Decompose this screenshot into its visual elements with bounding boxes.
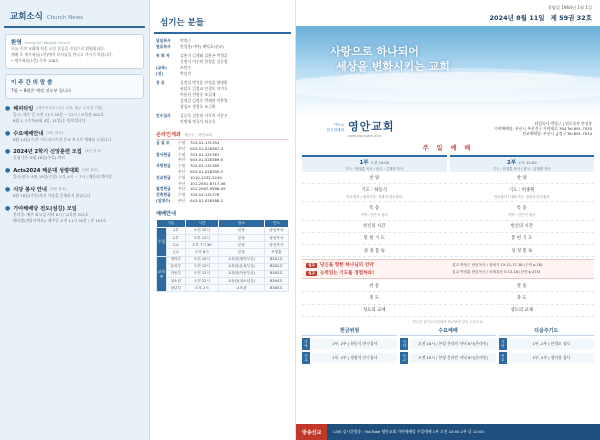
schedule-row bbox=[157, 242, 289, 249]
account-bank: 부산 bbox=[178, 180, 186, 186]
closing-item: 찬 송 bbox=[302, 280, 447, 292]
account-bank: 수협 bbox=[178, 140, 186, 145]
service-order-item bbox=[302, 245, 447, 257]
bullet-icon: ● bbox=[5, 129, 11, 137]
account-number: 703-01-131361 bbox=[190, 151, 220, 157]
account-number: 043-01-028390-3 bbox=[190, 168, 224, 174]
staff-role bbox=[156, 104, 180, 110]
sub-service-entry bbox=[400, 352, 495, 364]
account-type: 감사헌금 bbox=[156, 151, 171, 157]
schedule-cell: 담임목사 bbox=[264, 234, 288, 241]
closing-item: 성도의 교제 bbox=[302, 305, 447, 317]
staff-names: 김정길 박석훈 안정술 양명환 bbox=[180, 80, 228, 85]
online-accounts-title: 온라인계좌 예금주 : 영안교회 bbox=[156, 131, 289, 140]
schedule-table bbox=[156, 219, 289, 293]
weekly-word-title: 이 주 간 의 말 씀 bbox=[11, 80, 53, 86]
closing-item: 축 도 bbox=[302, 292, 447, 304]
schedule-cell: B301호 bbox=[264, 256, 288, 263]
staff-role: 안수집사 bbox=[156, 113, 171, 118]
order-item-name: 특 송 bbox=[516, 205, 527, 211]
service-order-item bbox=[450, 221, 595, 233]
staff-row bbox=[156, 44, 289, 50]
online-account-rows bbox=[156, 140, 289, 204]
service-order-item bbox=[450, 245, 595, 257]
staff-names: 안성홍(가야) 배익호(선교) bbox=[180, 44, 224, 49]
closing-item: 성도의 교제 bbox=[450, 305, 595, 317]
sermon-title-2: 능력있는 기도를 경험하라! bbox=[319, 271, 375, 277]
account-bank: 수협 bbox=[178, 151, 186, 157]
schedule-cell: B304호 bbox=[264, 278, 288, 285]
account-bank: 부산 bbox=[178, 168, 186, 174]
staff-names: 이용선 전형중 조길제 bbox=[180, 92, 216, 97]
worship-schedule bbox=[156, 210, 289, 293]
schedule-header: 인도 bbox=[264, 219, 288, 227]
schedule-cell: 교육관 bbox=[219, 285, 265, 292]
second-service bbox=[450, 155, 595, 257]
church-identity bbox=[296, 116, 600, 140]
news-item: ● 가야해배당 전도(섬김) 모임 봉사일: 매주 화요일 저녁 8시 / 교육관 201호 팬사랑(전담사역자): 매주일 오전 11시 30분 / 본 103호 bbox=[5, 204, 107, 223]
schedule-cell: B302호 bbox=[264, 263, 288, 270]
account-number: 703-01-131378 bbox=[190, 192, 220, 198]
staff-role: 담임목사 bbox=[156, 38, 171, 43]
account-number: 101-2067-9588-05 bbox=[190, 186, 226, 192]
account-type: 건축헌금 bbox=[156, 192, 171, 198]
service-order-item bbox=[450, 202, 595, 220]
staff-names: 박설진 bbox=[180, 71, 192, 76]
schedule-cell: B303호 bbox=[264, 270, 288, 277]
account-bank: 부산 bbox=[178, 186, 186, 192]
account-bank: 부산 bbox=[178, 157, 186, 163]
staff-names: 김승득 김종현 서옥희 서종우 bbox=[180, 113, 228, 118]
staff-names: 장성오 정경호 조근환 bbox=[180, 104, 216, 109]
founded-date: 창립일 1964년 1월 1일 bbox=[547, 5, 592, 10]
entry-text: 오전 10시 / 본당 온라인 저녁 8시(온라인) bbox=[410, 353, 495, 363]
bulletin-date: 2024년 8월 11일 bbox=[489, 14, 545, 22]
live-text[interactable]: LIVE 실시간방송 : YouTube 영안교회 가야예배당 주일예배 1부 오전 10:00 2부 낮 12:00 bbox=[333, 429, 484, 434]
schedule-row bbox=[157, 249, 289, 256]
worship-schedule-title: 예배안내 bbox=[156, 210, 177, 217]
staff-title: 섬기는 분들 bbox=[160, 18, 205, 28]
church-name: 영안교회 bbox=[348, 120, 395, 133]
news-list bbox=[5, 105, 144, 223]
sub-service-title: 헌금위원 bbox=[302, 327, 397, 336]
sub-service-entry bbox=[499, 352, 594, 364]
schedule-header: 시간 bbox=[185, 219, 218, 227]
schedule-cell: 오전 12시 bbox=[185, 270, 218, 277]
schedule-cell: 1부 bbox=[167, 227, 186, 234]
order-item-name: 봉 헌 기 도 bbox=[363, 236, 385, 242]
bullet-icon: ● bbox=[5, 204, 11, 212]
account-number: 043-01-028387-4 bbox=[190, 145, 224, 151]
entry-text: 1부, 2부 | 정이상 집사 bbox=[509, 353, 594, 363]
welcome-line: 예배 후 새가족실(1층)에서 목사님을 만나고 가시기 바랍니다. bbox=[11, 52, 113, 57]
schedule-cell: 청년부 bbox=[167, 285, 186, 292]
location-tag: 선교 bbox=[499, 352, 507, 364]
schedule-cell: 오전 12시 bbox=[185, 263, 218, 270]
news-item: ● 수요예배안내 (3번 참조) 8월 14일(수)은 키드지스트런 은교 보고로 예배를 드립니다 bbox=[5, 129, 112, 142]
staff-role bbox=[156, 119, 180, 125]
location-tag: 가야 bbox=[499, 338, 507, 350]
news-item: ● 헤피타임 (세가족교육 / 4주 과정, 매주 주차별 진행) 일시: 매주 일 오전 11시 20분 ~ 12시 / 교육관 301호 8월 1, 2주차(8월 4일, 11일)는 방학입니다 bbox=[5, 105, 104, 123]
denomination-label: 기독교 한국침례회 bbox=[326, 123, 344, 132]
schedule-cell: 오전 10시 bbox=[185, 227, 218, 234]
schedule-group: 주일 bbox=[157, 227, 167, 256]
order-item-detail: 안수집사 / 대표기도: 정광석 안수집사 bbox=[346, 194, 403, 199]
staff-role: (교육) bbox=[156, 65, 167, 70]
closing-order bbox=[302, 280, 594, 317]
schedule-header: 구분 bbox=[157, 219, 186, 227]
bullet-icon: ● bbox=[5, 148, 11, 156]
schedule-body bbox=[157, 227, 289, 292]
location-tag: 가야 bbox=[302, 338, 310, 350]
account-bank: 수협 bbox=[178, 163, 186, 169]
account-number: 1010-1232-5249 bbox=[190, 174, 222, 180]
sermon-refs: 설교 박정근 담임목사 / 창세기 15:12,17-18 (구약 p.18) 설교 박정훈 담임목사 / 마태복음 5:13-18 (신약 p.375) bbox=[452, 263, 543, 275]
entry-text: 오전 10시 / 본당 온라인 저녁 8시(온라인) bbox=[410, 339, 495, 349]
sub-service-entry bbox=[400, 338, 495, 350]
service-order-item bbox=[450, 233, 595, 245]
schedule-row bbox=[157, 278, 289, 285]
issue-number: 제 59권 32호 bbox=[550, 14, 592, 22]
staff-list bbox=[156, 38, 289, 125]
welcome-box bbox=[5, 34, 144, 69]
order-item-detail: 가야 : 안은식 집사 bbox=[508, 212, 536, 217]
schedule-row bbox=[157, 285, 289, 292]
schedule-cell: 오후 7시 30 bbox=[185, 242, 218, 249]
issue-info bbox=[296, 11, 600, 22]
online-accounts bbox=[156, 131, 289, 204]
church-news-title: 교회소식 bbox=[10, 12, 43, 22]
order-item-name: 찬 양 bbox=[516, 175, 527, 181]
bullet-icon: ● bbox=[5, 185, 11, 193]
schedule-cell: 본당 bbox=[219, 227, 265, 234]
order-item-name: 봉 헌 기 도 bbox=[511, 236, 533, 242]
service-order-item bbox=[302, 172, 447, 184]
schedule-row bbox=[157, 234, 289, 241]
sub-service-title: 수요예배 bbox=[400, 327, 495, 336]
order-item-name: 특 송 bbox=[369, 205, 380, 211]
schedule-row bbox=[157, 227, 289, 234]
order-item-name: 기도 : 허종원 bbox=[509, 187, 535, 193]
service-order-list bbox=[450, 172, 595, 257]
service-order-item bbox=[302, 184, 447, 202]
staff-names: 조민우 bbox=[180, 65, 192, 70]
staff-column bbox=[150, 0, 296, 440]
staff-role: 목 회 자 bbox=[156, 53, 170, 58]
staff-role: (선) bbox=[156, 71, 164, 76]
bullet-icon: ● bbox=[5, 167, 11, 175]
service-order-item bbox=[450, 172, 595, 184]
schedule-cell: 금요 bbox=[167, 249, 186, 256]
staff-role: 장 로 bbox=[156, 80, 165, 85]
sermon-titles: 설교 당신을 향한 하나님의 언약 설교 능력있는 기도를 경험하라! bbox=[308, 262, 375, 277]
service-order-item bbox=[302, 233, 447, 245]
church-news-subtitle: Church News bbox=[46, 15, 83, 21]
account-type: 월정헌금 bbox=[156, 186, 171, 192]
staff-names: 김흥기 김재태 김한곤 박경훈 bbox=[180, 53, 228, 58]
first-service bbox=[302, 155, 447, 257]
sub-service-entry bbox=[499, 338, 594, 350]
account-row bbox=[156, 198, 289, 204]
schedule-cell: 수요 bbox=[167, 242, 186, 249]
weekly-word-text: 7월 ~ 8월은 예정 전도부 입니다 bbox=[11, 88, 71, 93]
news-item: ● 2024년 2학기 신앙훈련 모집 (3번 참조) 신청기간: 8월 18일(주일) 까지 bbox=[5, 148, 102, 161]
location-tag: 선교 bbox=[302, 352, 310, 364]
schedule-cell: 교육관(유치부실) bbox=[219, 263, 265, 270]
service-header: 1부 오전 10:00 기도 : 박정훈 목사 / 광고 : 김재태 목사 bbox=[302, 155, 447, 172]
account-number: 043-01-028388-2 bbox=[190, 197, 224, 203]
schedule-row bbox=[157, 263, 289, 270]
schedule-cell: 교육관(영아부실) bbox=[219, 256, 265, 263]
sub-service-entry bbox=[302, 352, 397, 364]
account-bank: 부산 bbox=[178, 145, 186, 151]
welcome-line: • 새가족실(1층) 등록 108호 bbox=[11, 58, 59, 63]
order-item-name: 헌신의 시간 bbox=[510, 224, 534, 230]
sermon-box bbox=[302, 259, 594, 279]
offering-note: 헌금은 울이오너전에서 헌금함에 넣어 주십시오. bbox=[412, 319, 484, 324]
schedule-cell: 조명훈 bbox=[264, 249, 288, 256]
welcome-line: 오늘 주의 교회에 처음 오신 분들을 진심으로 환영합니다. bbox=[11, 46, 106, 51]
account-number: 101-2051-6717-06 bbox=[190, 180, 226, 186]
staff-header bbox=[154, 0, 291, 34]
order-item-name: 성 경 봉 독 bbox=[363, 248, 385, 254]
schedule-cell: 교육관(청소년실) bbox=[219, 278, 265, 285]
order-item-name: 성 경 봉 독 bbox=[511, 248, 533, 254]
schedule-cell: 오전 10시 bbox=[185, 256, 218, 263]
church-slogan: 사랑으로 하나되어 세상을 변화시키는 교회 bbox=[330, 45, 450, 73]
schedule-cell: 담임목사 bbox=[264, 242, 288, 249]
live-label: 방송선교 bbox=[296, 424, 327, 440]
slogan-banner bbox=[296, 26, 600, 116]
welcome-title: 환영 Young-Am Baptist Church bbox=[11, 40, 71, 46]
sub-service-box bbox=[302, 327, 397, 366]
service-order-list bbox=[302, 172, 447, 257]
account-bank: 수협 bbox=[178, 192, 186, 198]
schedule-cell: 담임목사 bbox=[264, 227, 288, 234]
schedule-cell: 청소년 bbox=[167, 278, 186, 285]
staff-row bbox=[156, 71, 289, 77]
account-number: 703-01-131385 bbox=[190, 163, 220, 169]
schedule-cell: 본당 bbox=[219, 242, 265, 249]
service-header: 2부 오후 12:00 기도 : 한정훈 목사 / 광고 : 김재태 목사 bbox=[450, 155, 595, 172]
staff-row bbox=[156, 119, 289, 125]
staff-role: 원로목사 bbox=[156, 44, 171, 49]
sub-service-entry bbox=[302, 338, 397, 350]
weekly-word-box bbox=[5, 74, 144, 99]
account-type: 십 일 조 bbox=[156, 140, 170, 145]
church-news-column bbox=[0, 0, 150, 440]
sub-service-title: 다음주기도 bbox=[499, 327, 594, 336]
sub-service-box bbox=[499, 327, 594, 366]
news-item: ● 식당 봉사 안내 (3번 참조) 8월 18일(주일)까지 식당을 운영하지 않습니다 bbox=[5, 185, 91, 198]
account-number: 043-01-028389-0 bbox=[190, 157, 224, 163]
staff-row bbox=[156, 104, 289, 110]
service-order-item bbox=[302, 202, 447, 220]
service-order-item bbox=[302, 221, 447, 233]
account-type: 사랑헌금 bbox=[156, 163, 171, 169]
entry-text: 1부, 2부 | 안경모 장로 bbox=[509, 339, 594, 349]
location-tag: 선교 bbox=[400, 352, 408, 364]
entry-text: 1부, 2부 | 정광석 안수집사 bbox=[312, 353, 397, 363]
schedule-cell: 2부 bbox=[167, 234, 186, 241]
bulletin-front bbox=[296, 0, 600, 440]
schedule-header: 장소 bbox=[219, 219, 265, 227]
pastor-info: 담임목사 박정근 | 원로목사 안성홍 가야예배당: 부산시 부산진구 가야대로 784 Tel.891-7035 선교예배당: 부산시 금정구 Tel.891-7034 bbox=[494, 120, 592, 136]
staff-names: 김정길 김정호 박제연 이봉열 bbox=[180, 98, 228, 103]
schedule-cell: 아동부 bbox=[167, 270, 186, 277]
schedule-cell: B305호 bbox=[264, 285, 288, 292]
staff-names: 권달호 김경교 안경모 이기호 bbox=[180, 86, 228, 91]
service-order-item bbox=[450, 184, 595, 202]
bullet-icon: ● bbox=[5, 105, 11, 112]
closing-order-2 bbox=[450, 280, 595, 317]
worship-title: 주 일 예 배 bbox=[422, 145, 474, 152]
church-url[interactable]: www.youngam.or.kr bbox=[348, 134, 382, 138]
schedule-cell: 오전 12시 bbox=[185, 278, 218, 285]
schedule-cell: 영아부 bbox=[167, 256, 186, 263]
closing-order-1 bbox=[302, 280, 447, 317]
order-item-name: 찬 양 bbox=[369, 175, 380, 181]
schedule-cell: 오후 8시 bbox=[185, 249, 218, 256]
closing-item: 축 도 bbox=[450, 292, 595, 304]
order-item-name: 헌신의 시간 bbox=[362, 224, 386, 230]
church-news-header bbox=[4, 0, 145, 28]
schedule-cell: 오후 2시 bbox=[185, 285, 218, 292]
location-tag: 가야 bbox=[400, 338, 408, 350]
account-bank: 부산 bbox=[178, 197, 186, 203]
account-type: 선교헌금 bbox=[156, 174, 171, 180]
closing-item: 찬 송 bbox=[450, 280, 595, 292]
schedule-row bbox=[157, 256, 289, 263]
live-broadcast-bar bbox=[296, 424, 600, 440]
order-item-name: 기도 : 하동식 bbox=[361, 187, 387, 193]
schedule-cell: 오후 12시 bbox=[185, 234, 218, 241]
staff-names: 박정근 bbox=[180, 38, 192, 43]
service-order bbox=[302, 155, 594, 257]
staff-names: 신범식 이우탁 한정훈 김순영 bbox=[180, 59, 228, 64]
sub-service-box bbox=[400, 327, 495, 366]
schedule-cell: 유치부 bbox=[167, 263, 186, 270]
staff-names: 이병재 정규석 허승욱 bbox=[180, 119, 216, 124]
sub-services bbox=[302, 327, 594, 366]
account-type: (임대수) bbox=[156, 197, 171, 203]
schedule-row bbox=[157, 270, 289, 277]
schedule-cell: 본당 bbox=[219, 234, 265, 241]
schedule-group: 교육부 bbox=[157, 256, 167, 292]
order-item-detail: 안수집사 / 대표기도: 정광석 안수집사 bbox=[493, 194, 550, 199]
account-bank: 수협 bbox=[178, 174, 186, 180]
schedule-cell: 본당 bbox=[219, 249, 265, 256]
order-item-detail: 가야 : 안은식 집사 bbox=[360, 212, 388, 217]
account-number: 703-01-131354 bbox=[190, 140, 220, 145]
sermon-title-1: 당신을 향한 하나님의 언약 bbox=[319, 263, 374, 269]
schedule-cell: 교육관(아동부실) bbox=[219, 270, 265, 277]
news-item: ● Acts2024 해운대 성령대회 (3번 참조) 일시/장소: 9월 19일(주일) 오후 4시 ~ 7시 / 해운대 백사장 bbox=[5, 167, 112, 180]
entry-text: 1부, 2부 | 하동식 안수집사 bbox=[312, 339, 397, 349]
